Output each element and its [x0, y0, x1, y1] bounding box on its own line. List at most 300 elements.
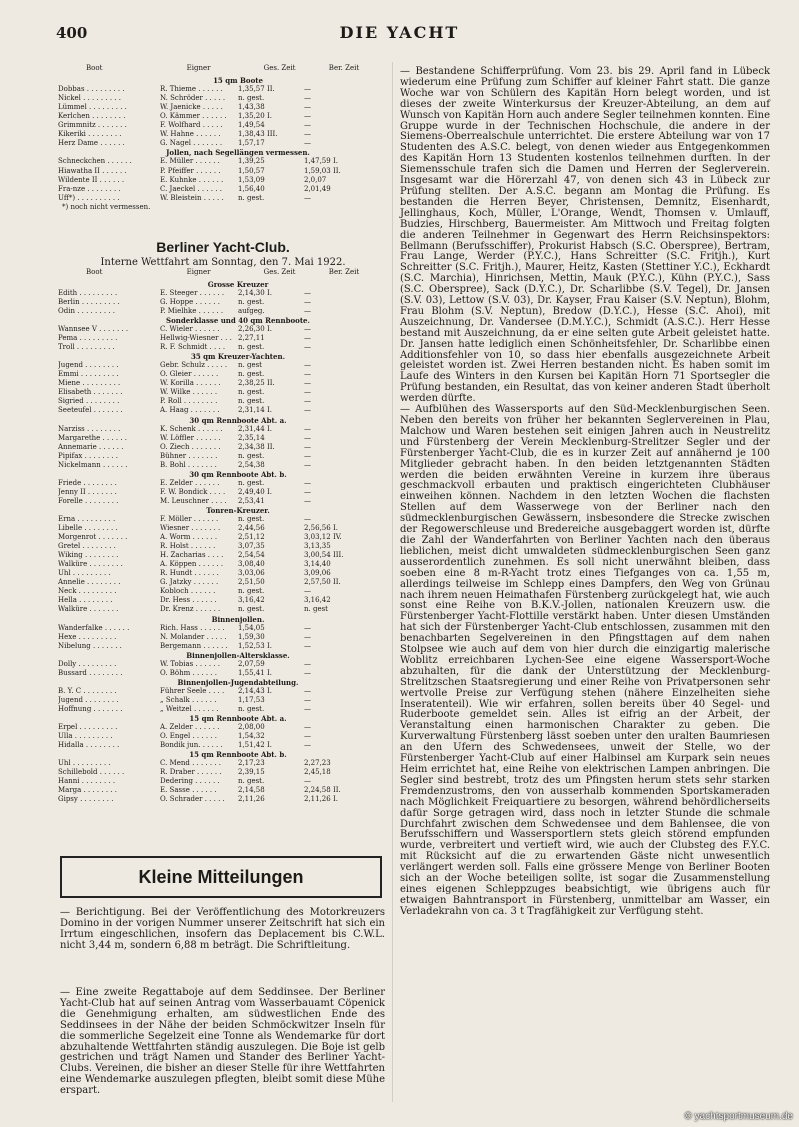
table-row: [58, 325, 388, 334]
table-cell: E. Steeger . . . . . .: [160, 288, 225, 297]
table-cell: W. Jaenicke . . . . .: [160, 103, 223, 112]
table-row: [58, 524, 388, 533]
table-cell: Wiking . . . . . . . .: [58, 551, 119, 560]
table-cell: B. Bohl . . . . . . .: [160, 460, 217, 469]
table-row: [58, 605, 388, 614]
table-cell: Morgenrot . . . . . . .: [58, 533, 128, 542]
table-cell: Walküre . . . . . . . .: [58, 560, 123, 569]
section-title-box: [60, 856, 382, 898]
table-cell: Berlin . . . . . . . . .: [58, 297, 120, 306]
table-cell: n. gest.: [238, 343, 265, 352]
table-cell: C. Jaeckel . . . . . .: [160, 184, 222, 193]
table-cell: 1,55,41 I.: [238, 668, 272, 677]
table-cell: Ulla . . . . . . . . .: [58, 732, 113, 741]
table-cell: Sigried . . . . . . . .: [58, 397, 120, 406]
table-cell: M. Leuschner . . . .: [160, 496, 227, 505]
table-cell: 2,01,49: [304, 184, 331, 193]
table-cell: 2,17,23: [238, 759, 265, 768]
table-cell: Nickelmann . . . . . .: [58, 460, 128, 469]
table-cell: 3,16,42: [304, 596, 331, 605]
table-row: [58, 130, 388, 139]
left-column: [58, 64, 388, 805]
table-cell: 3,16,42: [238, 596, 265, 605]
club-title: Berliner Yacht-Club.: [156, 238, 290, 255]
table-cell: H. Zacharias . . . .: [160, 551, 224, 560]
table-cell: 2,11,26: [238, 795, 265, 804]
table-row: [58, 425, 388, 434]
table-cell: P. Roll . . . . . . . .: [160, 397, 218, 406]
table-cell: n. gest.: [238, 388, 265, 397]
class-heading: 35 qm Kreuzer-Yachten.: [190, 352, 286, 362]
table-cell: —: [304, 659, 311, 668]
table-cell: —: [304, 370, 311, 379]
table-cell: 2,31,44 I.: [238, 424, 272, 433]
table-cell: 1,35,57 II.: [238, 85, 275, 94]
table-cell: —: [304, 515, 311, 524]
table-row: [58, 560, 388, 569]
table-cell: 3,03,12 IV.: [304, 533, 342, 542]
table-cell: 2,39,15: [238, 768, 265, 777]
table-cell: O. Böhm . . . . . .: [160, 668, 217, 677]
table-cell: n. gest.: [238, 370, 265, 379]
table-cell: —: [304, 777, 311, 786]
table-cell: K. Schenk . . . . . .: [160, 424, 223, 433]
table-cell: Hoffnung . . . . . . .: [58, 705, 123, 713]
class-heading: Binnenjollen.: [211, 614, 265, 624]
table-row: [58, 732, 388, 741]
table-cell: —: [304, 334, 311, 343]
table-cell: 1,53,09: [238, 175, 265, 184]
column-header: Eigner: [186, 267, 211, 276]
table-cell: G. Nagel . . . . . . .: [160, 139, 223, 148]
table-cell: Uhl . . . . . . . . .: [58, 569, 111, 578]
table-cell: R. Thieme . . . . . .: [160, 85, 223, 94]
table-cell: Nickel . . . . . . . . .: [58, 94, 121, 103]
column-header: Ber. Zeit: [328, 64, 360, 72]
table-cell: —: [304, 139, 311, 148]
table-cell: O. Kämmer . . . . . .: [160, 112, 227, 121]
table-cell: n. gest.: [238, 193, 265, 202]
table-cell: F. W. Bondick . . . .: [160, 487, 226, 496]
table-footnote: *) noch nicht vermessen.: [62, 202, 151, 211]
table-cell: Pipifax . . . . . . . .: [58, 451, 118, 460]
table-cell: —: [304, 496, 311, 505]
table-cell: —: [304, 451, 311, 460]
table-cell: Pema . . . . . . . . .: [58, 334, 118, 343]
table-row: [58, 515, 388, 524]
table-cell: 2,11,26 I.: [304, 795, 338, 804]
class-heading: Sonderklasse und 40 qm Rennboote.: [166, 315, 310, 325]
table-row: [58, 397, 388, 406]
table-cell: G. Jatzky . . . . . .: [160, 578, 219, 587]
table-cell: aufgeg.: [238, 306, 265, 315]
table-cell: n. gest: [304, 605, 328, 614]
page-number: 400: [56, 24, 88, 42]
table-cell: A. Worm . . . . . .: [160, 533, 218, 542]
table-cell: n. gest.: [238, 94, 265, 103]
article-wassersport: — Aufblühen des Wassersports auf den Süd-Mecklenburgischen Seen. Neben den bereits von früher her bekannten Seglervereinen in Plau, Malchow und Waren bestehen seit einigen Jahren auch in Neustrelitz und Fürstenberg der Verein Mecklenburg-Strelitzer Segler und der Fürstenberger Yacht-Club, die es in kurzer Zeit auf annähernd je 100 Mitglieder gebracht haben. In den beiden letztgenannten Städten werden die beiden erwähnten Vereine in kurzem ihre überaus geschmackvoll erbauten und praktisch eingerichteten Clubhäuser einweihen können. Nachdem in den letzten Wochen die flachsten Stellen auf dem Wasserwege von der Berliner nach den südmecklenburgischen Gewässern, insbesondere die Strecke zwischen der Regowerschleuse und Bredereiche ausgebaggert worden ist, dürfte die Zahl der Wanderfahrten von Berliner Yachten nach den überaus lieblichen, meist dicht umwaldeten südmecklenburgischen Seen ganz ausserordentlich zunehmen. Es soll nicht unerwähnt bleiben, dass soeben eine 8 m-R-Yacht trotz eines Tiefganges von ca. 1,55 m, allerdings teilweise im Schlepp eines Dampfers, den Weg von Grünau nach ihrem neuen Heimathafen Fürstenberg zurückgelegt hat, wie auch sonst eine Reihe von B.K.V.-Jollen, nationalen Kreuzern usw. die Fürstenberger Yacht-Flottille verstärkt haben. Unter diesen Umständen hat sich der Fürstenberger Yacht-Club entschlossen, zusammen mit den benachbarten Segelvereinen in den Pfingsttagen auf dem nahen Stolpsee wie auch auf dem von hier durch die einzigartig malerische Woblitz erreichbaren Lychen-See eine eigene Wassersport-Woche abzuhalten, für die dank der Unterstützung der Mecklenburg-Strelitzschen Staatsregierung und einer Reihe von Privatpersonen sehr wertvolle Preise zur Verfügung stehen (nähere Einzelheiten siehe Inseratenteil). Wie wir erfahren, sollen bereits über 40 Segel- und Ruderboote gemeldet sein. Alles ist eifrig an der Arbeit, der Veranstaltung einen harmonischen Charakter zu geben. Die Kurverwaltung Fürstenberg lässt soeben unter den uralten Baumriesen an den Ufern des Schwedensees, unweit der Stelle, wo der Fürstenberger Yacht-Club auf einer Halbinsel am Kurpark sein neues Heim errichtet hat, eine Reihe von elektrischen Lampen anbringen. Die Segler sind bestrebt, trotz des um Pfingsten herum stets sehr starken Fremdenzustroms, den von ausserhalb kommenden Sportskameraden nach Möglichkeit Freiquartiere zu besorgen, während behördlicherseits dafür Sorge getragen wird, dass noch in letzter Stunde die schmale Durchfahrt zwischen dem Schwedensee und dem Bahlensee, die von Berufsschiffern und Wassersportlern stets gleich störend empfunden wurde, verbreitert und vertieft wird, wie auch der Clubsteg des F.Y.C. mit Rücksicht auf die zu erwartenden Gäste nicht unwesentlich verlängert werden soll. Falls eine grössere Menge von Berliner Booten sich an der Woche beteiligen sollte, ist sogar die Zusammenstellung eines eigenen Schleppzuges beabsichtigt, wie übrigens auch für etwaigen Bahntransport in Fürstenberg, unmittelbar am Wasser, ein Verladekrahn von ca. 3 t Tragfähigkeit zur Verfügung steht.: [400, 404, 770, 917]
table-cell: 1,59,30: [238, 632, 265, 641]
table-cell: —: [304, 587, 311, 596]
table-cell: Jugend . . . . . . . .: [58, 695, 119, 704]
table-cell: n. gest.: [238, 605, 265, 614]
table-cell: Lümmel . . . . . . . . .: [58, 103, 127, 112]
table-row: [58, 479, 388, 488]
table-cell: Wanderfalke . . . . . .: [58, 623, 130, 632]
table-cell: F. Wolfhard . . . . .: [160, 121, 223, 130]
class-heading: Tonren-Kreuzer.: [206, 505, 270, 515]
table-cell: R. F. Schmidt . . . .: [160, 343, 226, 352]
table-row: [58, 434, 388, 443]
running-head: DIE YACHT: [339, 23, 460, 42]
table-cell: Dr. Krenz . . . . . .: [160, 605, 221, 614]
table-cell: „ Weitzel . . . . . .: [160, 705, 219, 713]
table-row: [58, 488, 388, 497]
table-cell: Rich. Hass . . . . . .: [160, 623, 225, 632]
table-cell: Schneckchen . . . . . .: [58, 157, 132, 166]
table-cell: E. Kuhnke . . . . . .: [160, 175, 224, 184]
table-cell: Hella . . . . . . . .: [58, 596, 113, 605]
table-cell: Gretel . . . . . . . .: [58, 542, 116, 551]
table-cell: 1,54,32: [238, 732, 265, 741]
table-cell: —: [304, 406, 311, 415]
table-cell: Dr. Hess . . . . . .: [160, 596, 217, 605]
table-cell: —: [304, 686, 311, 695]
table-cell: 1,35,20 I.: [238, 112, 272, 121]
class-heading: Jollen, nach Segellängen vermessen.: [166, 148, 310, 158]
table-cell: 2,35,14: [238, 433, 265, 442]
table-cell: Bergemann . . . . . .: [160, 641, 228, 650]
table-cell: n. gest.: [238, 515, 265, 524]
results-table-1: [58, 64, 388, 212]
table-cell: Hidalla . . . . . . . .: [58, 741, 120, 750]
table-cell: 1,51,42 I.: [238, 741, 272, 750]
table-cell: —: [304, 121, 311, 130]
table-cell: 2,31,14 I.: [238, 406, 272, 415]
table-header: [58, 64, 388, 73]
table-cell: W. Tobias . . . . . .: [160, 659, 220, 668]
table-row: [58, 696, 388, 705]
table-cell: Hanni . . . . . . . .: [58, 777, 116, 786]
table-cell: Emmi . . . . . . . . .: [58, 370, 119, 379]
table-cell: n. gest.: [238, 705, 265, 713]
table-cell: G. Hoppe . . . . . .: [160, 297, 220, 306]
table-row: [58, 533, 388, 542]
table-cell: Marga . . . . . . . .: [58, 786, 117, 795]
table-cell: W. Korilla . . . . . .: [160, 379, 221, 388]
table-cell: —: [304, 288, 311, 297]
table-cell: R. Hundt . . . . . .: [160, 569, 219, 578]
table-cell: Hellwig-Wiesner . . .: [160, 334, 232, 343]
table-cell: 1,47,59 I.: [304, 157, 338, 166]
table-row: [58, 361, 388, 370]
table-cell: 1,17,53: [238, 695, 265, 704]
table-cell: E. Zelder . . . . . .: [160, 478, 220, 487]
table-cell: 3,00,54 III.: [304, 551, 344, 560]
table-cell: —: [304, 442, 311, 451]
table-cell: —: [304, 424, 311, 433]
table-cell: 2,27,11: [238, 334, 265, 343]
table-cell: W. Bleistein . . . . .: [160, 193, 224, 202]
table-cell: —: [304, 94, 311, 103]
table-row: [58, 660, 388, 669]
table-row: [58, 167, 388, 176]
table-cell: —: [304, 741, 311, 750]
table-cell: n. gest: [238, 361, 262, 370]
table-cell: „ Schalk . . . . . .: [160, 695, 217, 704]
table-cell: —: [304, 632, 311, 641]
table-cell: —: [304, 732, 311, 741]
column-header: Boot: [86, 64, 103, 72]
table-row: [58, 185, 388, 194]
table-row: [58, 194, 388, 203]
table-cell: Bühner . . . . . . .: [160, 451, 218, 460]
table-cell: 2,14,58: [238, 786, 265, 795]
table-cell: W. Hahne . . . . . .: [160, 130, 221, 139]
table-cell: —: [304, 433, 311, 442]
table-cell: 2,56,56 I.: [304, 524, 338, 533]
notice-berichtigung: — Berichtigung. Bei der Veröffentlichung des Motorkreuzers Domino in der vorigen Nummer unserer Zeitschrift hat sich ein Irrtum eingeschlichen, insofern das Deplacement bis C.W.L. nicht 3,44 m, sondern 6,88 m beträgt. Die Schriftleitung.: [60, 907, 385, 951]
table-row: [58, 741, 388, 750]
table-cell: Hiawatha II . . . . . .: [58, 166, 127, 175]
table-row: [58, 642, 388, 651]
table-cell: 1,59,03 II.: [304, 166, 341, 175]
table-row: [58, 786, 388, 795]
table-cell: Dobbas . . . . . . . . .: [58, 85, 125, 94]
table-cell: F. Möller . . . . . .: [160, 515, 219, 524]
table-row: [58, 578, 388, 587]
table-cell: —: [304, 130, 311, 139]
table-cell: 2,51,12: [238, 533, 265, 542]
table-cell: 1,39,25: [238, 157, 265, 166]
table-cell: Edith . . . . . . . . .: [58, 288, 118, 297]
table-row: [58, 157, 388, 166]
table-header: [58, 268, 388, 277]
table-cell: 2,54,38: [238, 460, 265, 469]
table-row: [58, 777, 388, 786]
table-row: [58, 307, 388, 316]
table-cell: 2,44,56: [238, 524, 265, 533]
table-cell: —: [304, 397, 311, 406]
table-cell: 2,49,40 I.: [238, 487, 272, 496]
table-cell: 1,52,53 I.: [238, 641, 272, 650]
table-row: [58, 103, 388, 112]
table-row: [58, 587, 388, 596]
table-cell: O. Engel . . . . . .: [160, 732, 217, 741]
table-cell: 2,34,38 II.: [238, 442, 275, 451]
table-cell: Wannsee V . . . . . . .: [58, 325, 129, 334]
table-cell: Kerlchen . . . . . . . .: [58, 112, 126, 121]
table-cell: —: [304, 85, 311, 94]
table-cell: —: [304, 388, 311, 397]
table-row: [58, 705, 388, 714]
table-cell: A. Haag . . . . . . .: [160, 406, 220, 415]
table-cell: 1,56,40: [238, 184, 265, 193]
table-cell: W. Wilke . . . . . .: [160, 388, 218, 397]
table-row: [58, 759, 388, 768]
table-cell: Walküre . . . . . . .: [58, 605, 119, 614]
table-cell: Narziss . . . . . . . .: [58, 424, 121, 433]
table-row: [58, 461, 388, 470]
table-row: [58, 542, 388, 551]
table-cell: —: [304, 343, 311, 352]
table-cell: Erna . . . . . . . . .: [58, 515, 116, 524]
right-column: [400, 67, 770, 918]
class-heading: Binnenjollen-Jugendabteilung.: [177, 677, 299, 687]
table-cell: Wiesner . . . . . . .: [160, 524, 221, 533]
table-row: [58, 687, 388, 696]
table-cell: —: [304, 478, 311, 487]
table-cell: 1,57,17: [238, 139, 265, 148]
class-heading: Grosse Kreuzer: [207, 279, 269, 289]
table-cell: 2,14,30 I.: [238, 288, 272, 297]
table-cell: 2,08,00: [238, 723, 265, 732]
table-row: [58, 443, 388, 452]
table-row: [58, 795, 388, 804]
table-cell: n. gest.: [238, 777, 265, 786]
table-row: [58, 289, 388, 298]
table-cell: Herz Dame . . . . . .: [58, 139, 125, 148]
table-cell: Forelle . . . . . . . .: [58, 496, 119, 505]
table-cell: 2,14,43 I.: [238, 686, 272, 695]
table-cell: 1,43,38: [238, 103, 265, 112]
section-title: Kleine Mitteilungen: [138, 866, 304, 887]
table-cell: —: [304, 460, 311, 469]
table-row: [58, 669, 388, 678]
table-cell: —: [304, 623, 311, 632]
table-cell: P. Mielhke . . . . . .: [160, 306, 224, 315]
class-heading: 15 qm Boote: [213, 76, 263, 86]
table-cell: n. gest.: [238, 478, 265, 487]
table-cell: Miene . . . . . . . . .: [58, 379, 121, 388]
table-cell: Libelle . . . . . . . .: [58, 524, 118, 533]
table-cell: 3,13,35: [304, 542, 331, 551]
table-row: [58, 633, 388, 642]
table-cell: Führer Seele . . . .: [160, 686, 225, 695]
table-cell: Annemarie . . . . . .: [58, 442, 124, 451]
table-cell: —: [304, 193, 311, 202]
table-cell: R. Draber . . . . . .: [160, 768, 222, 777]
table-row: [58, 569, 388, 578]
table-cell: Nibelung . . . . . . .: [58, 641, 122, 650]
table-cell: Margarethe . . . . . .: [58, 433, 127, 442]
table-cell: Odin . . . . . . . . .: [58, 306, 116, 315]
table-cell: 2,51,50: [238, 578, 265, 587]
table-cell: —: [304, 641, 311, 650]
table-cell: Troll . . . . . . . . .: [58, 343, 115, 352]
table-row: [58, 139, 388, 148]
column-header: Boot: [86, 267, 103, 276]
table-cell: Bondik jun. . . . . .: [160, 741, 223, 750]
table-row: [58, 596, 388, 605]
class-heading: 30 qm Rennboote Abt. a.: [189, 415, 287, 425]
table-cell: n. gest.: [238, 297, 265, 306]
table-row: [58, 379, 388, 388]
table-cell: 2,57,50 II.: [304, 578, 341, 587]
table-cell: N. Schröder . . . . .: [160, 94, 226, 103]
table-row: [58, 121, 388, 130]
table-cell: 1,38,43 III.: [238, 130, 278, 139]
table-row: [58, 176, 388, 185]
column-divider: [392, 62, 393, 1102]
table-cell: —: [304, 103, 311, 112]
table-cell: Grimmnitz . . . . . . .: [58, 121, 127, 130]
table-cell: 2,38,25 II.: [238, 379, 275, 388]
table-cell: Wildente II . . . . . .: [58, 175, 125, 184]
watermark: © yachtsportmuseum.de: [684, 1111, 793, 1122]
table-cell: Elisabeth . . . . . . .: [58, 388, 123, 397]
table-cell: 2,45,18: [304, 768, 331, 777]
table-cell: n. gest.: [238, 451, 265, 460]
class-heading: 30 qm Rennboote Abt. b.: [189, 469, 287, 479]
table-cell: C. Wieler . . . . . .: [160, 325, 220, 334]
table-cell: B. Y. C . . . . . . . .: [58, 686, 117, 695]
table-row: [58, 370, 388, 379]
class-heading: 15 qm Rennboote Abt. b.: [189, 750, 287, 760]
table-row: [58, 334, 388, 343]
table-row: [58, 768, 388, 777]
table-row: [58, 112, 388, 121]
table-cell: Dolly . . . . . . . . .: [58, 659, 117, 668]
table-cell: Uff*) . . . . . . . . . .: [58, 193, 120, 202]
column-header: Ber. Zeit: [328, 267, 360, 276]
table-cell: Erpel . . . . . . . . .: [58, 723, 118, 732]
table-cell: Uhl . . . . . . . . .: [58, 759, 111, 768]
table-cell: Schillebold . . . . . .: [58, 768, 125, 777]
table-row: [58, 452, 388, 461]
table-cell: Dedering . . . . . .: [160, 777, 220, 786]
club-subtitle: Interne Wettfahrt am Sonntag, den 7. Mai 1922.: [100, 256, 346, 268]
table-cell: —: [304, 112, 311, 121]
table-cell: —: [304, 297, 311, 306]
table-row: [58, 551, 388, 560]
table-cell: n. gest.: [238, 397, 265, 406]
table-row: [58, 624, 388, 633]
notice-regattaboje: — Eine zweite Regattaboje auf dem Seddinsee. Der Berliner Yacht-Club hat auf seinen Antrag vom Wasserbauamt Cöpenick die Genehmigung erhalten, am südwestlichen Ende des Seddinsees in der Nähe der beiden Schmöckwitzer Inseln für die sommerliche Segelzeit eine Tonne als Wendemarke für dort abzuhaltende Wettfahrten ständig auszulegen. Die Boje ist gelb gestrichen und trägt Namen und Stander des Berliner Yacht-Clubs. Vereinen, die bisher an dieser Stelle für ihre Wettfahrten eine Wendemarke auszulegen pflegten, bleibt somit diese Mühe erspart.: [60, 987, 385, 1097]
table-cell: —: [304, 487, 311, 496]
table-cell: 3,03,06: [238, 569, 265, 578]
table-cell: 2,53,41: [238, 496, 265, 505]
table-cell: 2,24,58 II.: [304, 786, 341, 795]
table-cell: A. Zelder . . . . . .: [160, 723, 220, 732]
table-cell: —: [304, 668, 311, 677]
table-cell: O. Ziech . . . . . . .: [160, 442, 221, 451]
table-cell: 2,07,59: [238, 659, 265, 668]
table-cell: 2,26,30 I.: [238, 325, 272, 334]
table-cell: 1,49,54: [238, 121, 265, 130]
table-cell: Seeteufel . . . . . . .: [58, 406, 123, 415]
table-row: [58, 497, 388, 506]
table-cell: Kikeriki . . . . . . . .: [58, 130, 122, 139]
table-cell: Neck . . . . . . . . .: [58, 587, 117, 596]
table-cell: Friede . . . . . . . .: [58, 478, 117, 487]
table-cell: —: [304, 325, 311, 334]
table-cell: 1,50,57: [238, 166, 265, 175]
table-cell: —: [304, 723, 311, 732]
table-row: [58, 388, 388, 397]
table-cell: P. Pfeiffer . . . . . .: [160, 166, 221, 175]
results-table-2: [58, 268, 388, 805]
table-cell: O. Gleier . . . . . .: [160, 370, 219, 379]
class-heading: Binnenjollen-Altersklasse.: [186, 650, 290, 660]
table-cell: A. Köppen . . . . . .: [160, 560, 224, 569]
table-cell: E. Müller . . . . . .: [160, 157, 220, 166]
table-cell: 2,27,23: [304, 759, 331, 768]
table-row: [58, 406, 388, 415]
table-cell: Jugend . . . . . . . .: [58, 361, 119, 370]
table-cell: Gipsy . . . . . . . .: [58, 795, 114, 804]
table-row: [58, 298, 388, 307]
